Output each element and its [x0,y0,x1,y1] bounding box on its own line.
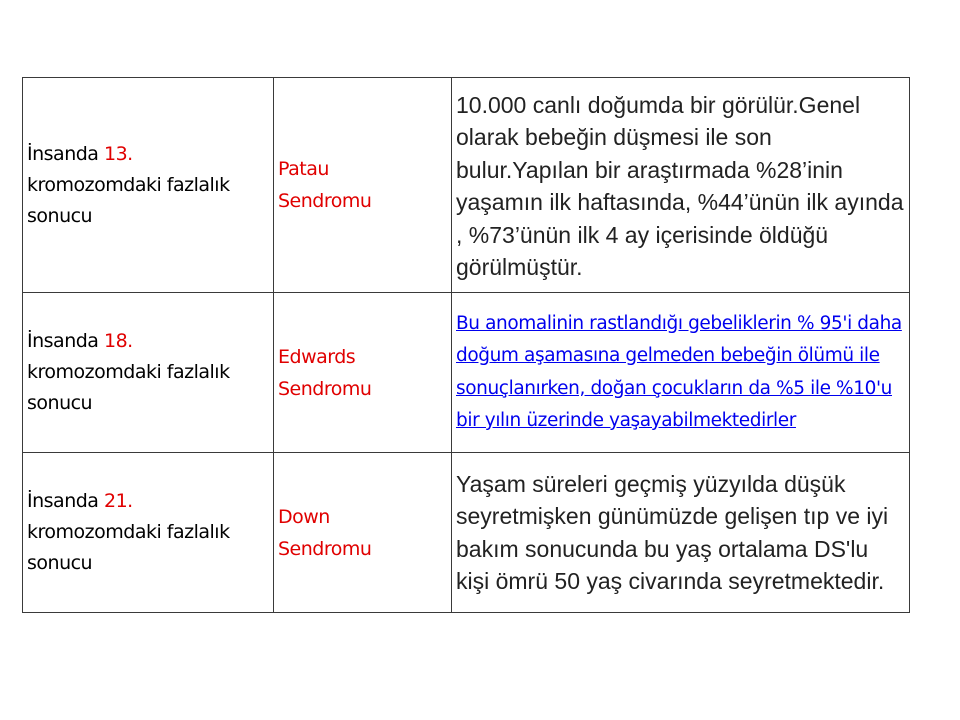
condition-prefix: İnsanda [27,142,104,165]
syndrome-name: Edwards [278,345,356,368]
syndrome-suffix: Sendromu [278,190,372,212]
condition-suffix: kromozomdaki fazlalık sonucu [27,361,230,414]
chromosome-number: 13. [103,142,133,165]
condition-prefix: İnsanda [27,490,104,512]
syndrome-cell [274,78,452,293]
description-cell [452,293,910,453]
chromosome-number: 21. [103,490,133,512]
description-text: Yaşam süreleri geçmiş yüzyılda düşük seyretmişken günümüzde gelişen tıp ve iyi bakım sonucunda bu yaş ortalama DS'lu kişi ömrü 50 yaş civarında seyretmektedir. [456,470,889,594]
condition-cell [23,293,274,453]
table-row-down [23,453,910,613]
syndrome-suffix: Sendromu [278,537,372,560]
syndrome-name: Down [278,505,330,528]
condition-suffix: kromozomdaki fazlalık sonucu [27,173,230,227]
description-link[interactable]: Bu anomalinin rastlandığı gebeliklerin % 95'i daha doğum aşamasına gelmeden bebeğin ölümü ile sonuçlanırken, doğan çocukların da %5 ile %10'u bir yılın üzerinde yaşayabilmektedirler [456,312,902,431]
syndrome-suffix: Sendromu [278,377,372,400]
chromosome-number: 18. [103,330,133,352]
syndrome-name: Patau [278,158,329,180]
description-text: 10.000 canlı doğumda bir görülür.Genel olarak bebeğin düşmesi ile son bulur.Yapılan bir araştırmada %28’inin yaşamın ilk haftasında, %44’ünün ilk ayında , %73’ünün ilk 4 ay içerisinde öldüğü görülmüştür. [456,91,904,280]
condition-cell [23,453,274,613]
condition-prefix: İnsanda [27,330,104,352]
syndrome-cell [274,293,452,453]
table-row-edwards [23,293,910,453]
syndrome-cell [274,453,452,613]
condition-cell [23,78,274,293]
syndrome-table [22,77,910,613]
condition-suffix: kromozomdaki fazlalık sonucu [27,521,230,574]
description-cell [452,78,910,293]
description-cell [452,453,910,613]
table-row-patau [23,78,910,293]
